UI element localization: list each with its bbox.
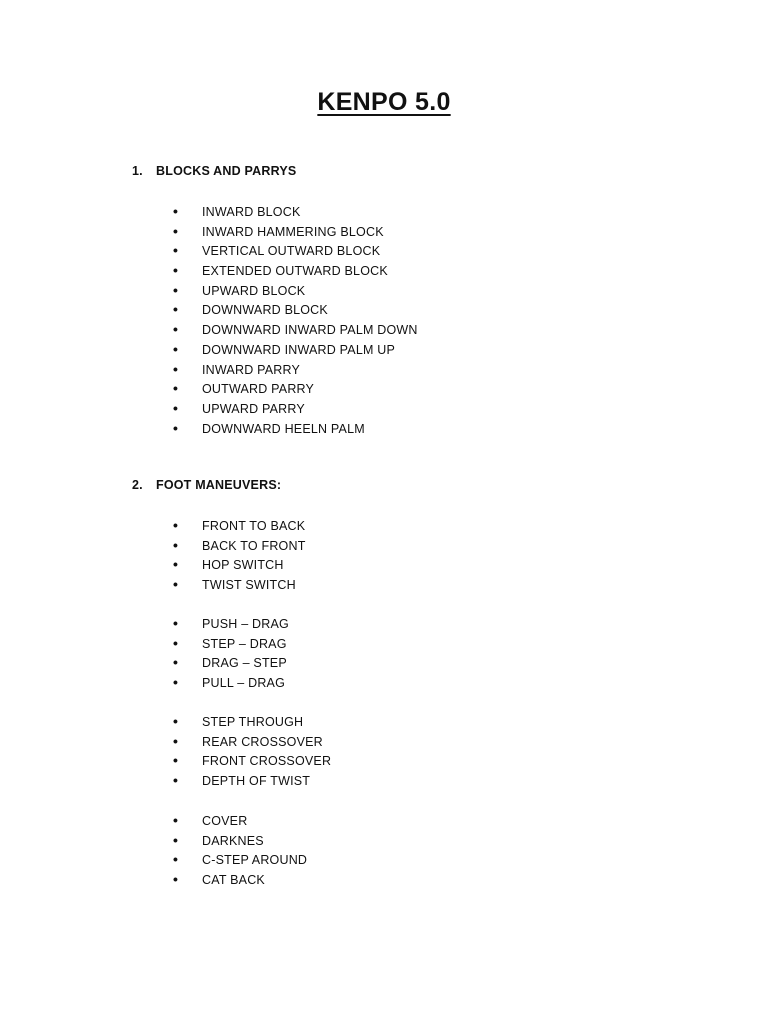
bullet-icon: •: [173, 871, 179, 888]
list-item: • TWIST SWITCH: [173, 575, 306, 595]
bullet-icon: •: [173, 517, 179, 533]
list-item: • INWARD PARRY: [173, 360, 418, 380]
list-item: • UPWARD BLOCK: [173, 281, 418, 301]
bullet-icon: •: [173, 340, 179, 357]
bullet-icon: •: [173, 772, 179, 789]
section-heading-text: FOOT MANEUVERS:: [156, 478, 282, 492]
section-heading-text: BLOCKS AND PARRYS: [156, 164, 297, 178]
bullet-list-switches: [173, 516, 306, 595]
list-item: • INWARD BLOCK: [173, 202, 418, 222]
bullet-icon: •: [173, 242, 179, 259]
list-item: • DARKNES: [173, 831, 307, 851]
list-item: • DOWNWARD INWARD PALM DOWN: [173, 320, 418, 340]
list-item: • DOWNWARD BLOCK: [173, 300, 418, 320]
bullet-icon: •: [173, 576, 179, 593]
list-item: • PULL – DRAG: [173, 673, 289, 693]
section-heading-blocks: [132, 164, 296, 178]
bullet-icon: •: [173, 419, 179, 436]
bullet-icon: •: [173, 536, 179, 553]
bullet-icon: •: [173, 360, 179, 377]
bullet-icon: •: [173, 831, 179, 848]
list-item: • PUSH – DRAG: [173, 614, 289, 634]
bullet-icon: •: [173, 222, 179, 239]
bullet-icon: •: [173, 732, 179, 749]
list-item: • C-STEP AROUND: [173, 850, 307, 870]
bullet-icon: •: [173, 713, 179, 729]
bullet-list-covers: [173, 811, 307, 890]
list-item: • HOP SWITCH: [173, 555, 306, 575]
list-item: • OUTWARD PARRY: [173, 379, 418, 399]
bullet-icon: •: [173, 812, 179, 828]
bullet-icon: •: [173, 321, 179, 338]
section-number: 1.: [132, 164, 143, 178]
list-item: • UPWARD PARRY: [173, 399, 418, 419]
list-item: • STEP THROUGH: [173, 712, 331, 732]
bullet-icon: •: [173, 851, 179, 868]
bullet-icon: •: [173, 674, 179, 691]
bullet-icon: •: [173, 203, 179, 219]
bullet-list-crossovers: [173, 712, 331, 791]
bullet-icon: •: [173, 262, 179, 279]
bullet-icon: •: [173, 380, 179, 397]
bullet-list-blocks: [173, 202, 418, 438]
bullet-list-drags: [173, 614, 289, 693]
bullet-icon: •: [173, 281, 179, 298]
bullet-icon: •: [173, 752, 179, 769]
section-number: 2.: [132, 478, 143, 492]
bullet-icon: •: [173, 556, 179, 573]
list-item: • VERTICAL OUTWARD BLOCK: [173, 241, 418, 261]
bullet-icon: •: [173, 399, 179, 416]
list-item: • DOWNWARD INWARD PALM UP: [173, 340, 418, 360]
page-title: KENPO 5.0: [317, 88, 451, 116]
bullet-icon: •: [173, 615, 179, 631]
section-heading-foot-maneuvers: [132, 478, 281, 492]
bullet-icon: •: [173, 654, 179, 671]
list-item: • STEP – DRAG: [173, 634, 289, 654]
list-item: • FRONT TO BACK: [173, 516, 306, 536]
list-item: • BACK TO FRONT: [173, 536, 306, 556]
list-item: • INWARD HAMMERING BLOCK: [173, 222, 418, 242]
list-item: • FRONT CROSSOVER: [173, 751, 331, 771]
list-item: • DEPTH OF TWIST: [173, 771, 331, 791]
bullet-icon: •: [173, 301, 179, 318]
list-item: • CAT BACK: [173, 870, 307, 890]
list-item: • DRAG – STEP: [173, 653, 289, 673]
list-item: • EXTENDED OUTWARD BLOCK: [173, 261, 418, 281]
bullet-icon: •: [173, 634, 179, 651]
list-item: • DOWNWARD HEELN PALM: [173, 419, 418, 439]
list-item: • COVER: [173, 811, 307, 831]
list-item: • REAR CROSSOVER: [173, 732, 331, 752]
